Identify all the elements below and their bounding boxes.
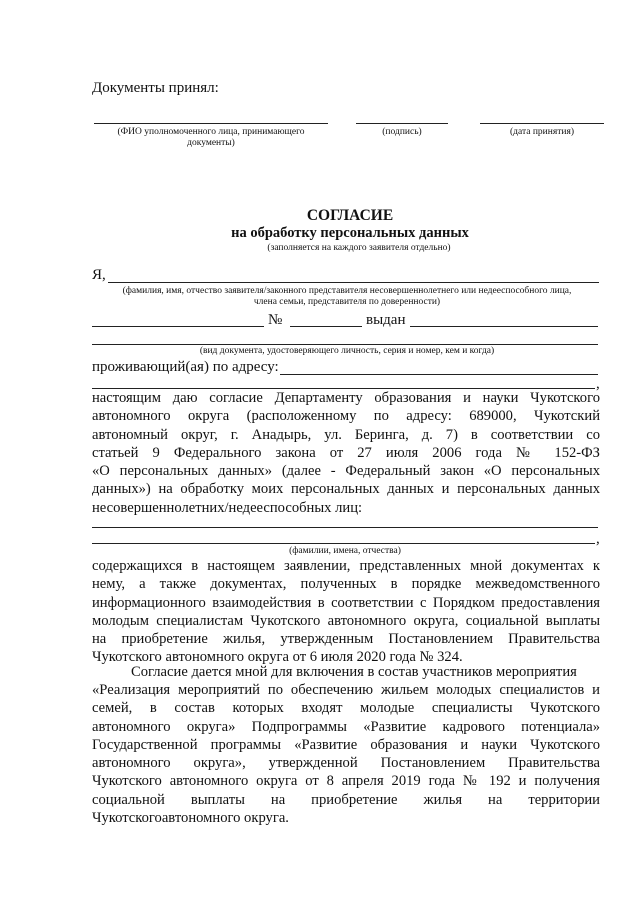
purpose-paragraph-line: семей, в состав которых входят молодые специалисты Чукотского bbox=[92, 700, 600, 717]
document-subtitle: на обработку персональных данных bbox=[231, 225, 469, 241]
issued-by-line[interactable] bbox=[410, 326, 598, 327]
persons-comma: , bbox=[596, 531, 600, 547]
document-type-line[interactable] bbox=[92, 326, 264, 327]
issued-label: выдан bbox=[366, 312, 406, 328]
address-comma: , bbox=[596, 376, 600, 392]
document-number-line[interactable] bbox=[290, 326, 362, 327]
fio-hint: (фамилия, имя, отчество заявителя/законного представителя несовершеннолетнего или недееспособного лица, bbox=[122, 286, 572, 296]
documents-paragraph bbox=[92, 557, 600, 667]
ya-label: Я, bbox=[92, 267, 106, 283]
number-sign: № bbox=[268, 312, 283, 328]
consent-paragraph-line: автономный округ, г. Анадырь, ул. Беринга, д. 7) в соответствии со bbox=[92, 426, 600, 443]
sig-fio-hint: (ФИО уполномоченного лица, принимающего bbox=[117, 127, 305, 137]
accepted-label: Документы принял: bbox=[92, 80, 219, 96]
address-line-1[interactable] bbox=[280, 374, 598, 375]
documents-paragraph-line: информационного взаимодействия в соответствии с Порядком предоставления bbox=[92, 594, 600, 611]
signature-line-date[interactable] bbox=[480, 123, 604, 124]
documents-paragraph-line: содержащихся в настоящем заявлении, представленных мной документах к bbox=[92, 558, 600, 574]
purpose-paragraph-line: Чукотского автономного округа от 8 апреля 2019 года № 192 и получения bbox=[92, 773, 600, 790]
consent-paragraph-line: настоящим даю согласие Департаменту образования и науки Чукотского bbox=[92, 390, 600, 406]
purpose-paragraph bbox=[92, 681, 600, 827]
consent-paragraph-last-line: несовершеннолетних/недееспособных лиц: bbox=[92, 499, 363, 516]
signature-line-fio[interactable] bbox=[94, 123, 328, 124]
purpose-paragraph-line: автономного округа», утвержденной Постановлением Правительства bbox=[92, 755, 600, 772]
purpose-paragraph-line: социальной выплаты на приобретение жилья на территории bbox=[92, 791, 600, 808]
consent-paragraph-line: автономного округа (расположенному по адресу: 689000, Чукотский bbox=[92, 408, 600, 425]
fill-note: (заполняется на каждого заявителя отдельно) bbox=[267, 243, 451, 253]
consent-paragraph-line: статьей 9 Федерального закона от 27 июля 2006 года № 152-ФЗ bbox=[92, 444, 600, 461]
persons-line-1[interactable] bbox=[92, 527, 598, 528]
documents-paragraph-line: молодым специалистам Чукотского автономного округа, социальной выплаты bbox=[92, 612, 600, 629]
documents-paragraph-last-line: Чукотского автономного округа от 6 июля 2020 года № 324. bbox=[92, 649, 463, 666]
signature-line-sign[interactable] bbox=[356, 123, 448, 124]
purpose-paragraph-last-line: Чукотскогоавтономного округа. bbox=[92, 810, 289, 827]
sig-fio-hint-2: документы) bbox=[187, 138, 235, 148]
sig-sign-hint: (подпись) bbox=[382, 127, 422, 137]
persons-line-2[interactable] bbox=[92, 543, 595, 544]
document-extra-line[interactable] bbox=[92, 344, 598, 345]
documents-paragraph-line: нему, а также документах, полученных в порядке межведомственного bbox=[92, 576, 600, 593]
consent-paragraph-line: «О персональных данных» (далее - Федеральный закон «О персональных bbox=[92, 463, 600, 480]
consent-paragraph bbox=[92, 389, 600, 517]
document-hint: (вид документа, удостоверяющего личность, серия и номер, кем и когда) bbox=[199, 346, 495, 356]
sig-date-hint: (дата принятия) bbox=[510, 127, 574, 137]
address-label: проживающий(ая) по адресу: bbox=[92, 359, 279, 375]
document-title: СОГЛАСИЕ bbox=[306, 207, 394, 224]
fio-input-line[interactable] bbox=[108, 282, 599, 283]
fio-hint-2: члена семьи, представителя по доверенности) bbox=[253, 297, 441, 307]
consent-paragraph-line: данных») на обработку моих персональных данных и персональных данных bbox=[92, 481, 600, 498]
purpose-paragraph-line: Государственной программы «Развитие образования и науки Чукотского bbox=[92, 736, 600, 753]
purpose-paragraph-line: автономного округа» Подпрограммы «Развитие кадрового потенциала» bbox=[92, 718, 600, 735]
purpose-paragraph-line: «Реализация мероприятий по обеспечению жильем молодых специалистов и bbox=[92, 682, 600, 698]
purpose-first-line: Согласие дается мной для включения в состав участников мероприятия bbox=[131, 664, 577, 680]
documents-paragraph-line: на приобретение жилья, утвержденным Постановлением Правительства bbox=[92, 631, 600, 648]
persons-hint: (фамилии, имена, отчества) bbox=[289, 546, 401, 556]
